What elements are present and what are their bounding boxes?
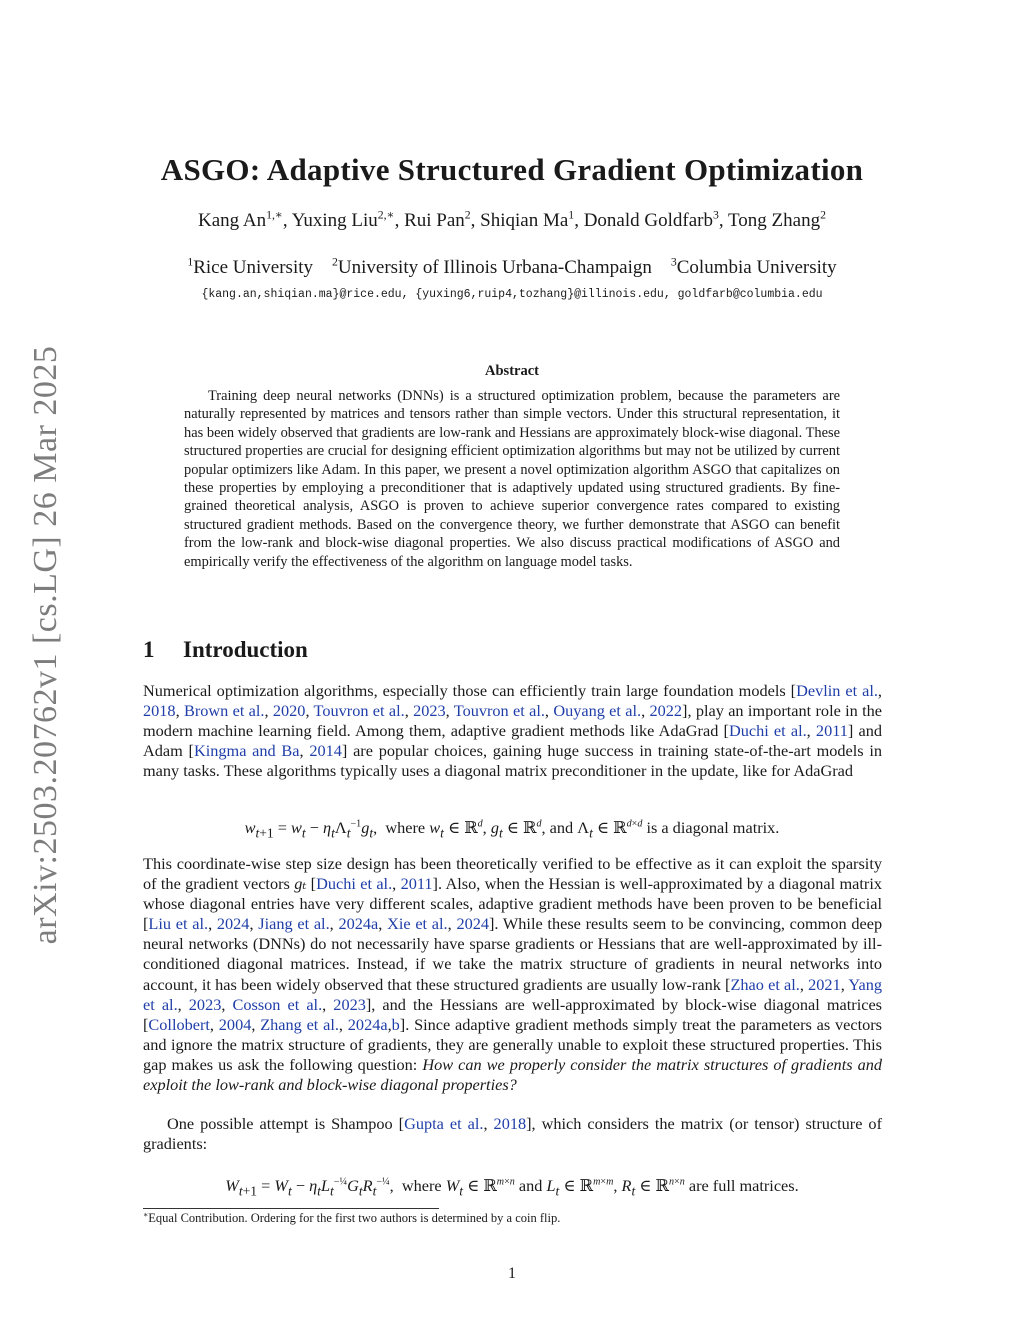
citation-link[interactable]: Touvron et al. bbox=[453, 701, 545, 721]
abstract-heading: Abstract bbox=[485, 363, 539, 379]
eq2-and-text: and bbox=[518, 1176, 543, 1195]
footnote bbox=[143, 1211, 560, 1226]
author-affiliation-mark: 2 bbox=[820, 208, 826, 222]
citation-link[interactable]: Kingma and Ba bbox=[193, 741, 300, 761]
citation-link[interactable]: 2004 bbox=[218, 1014, 252, 1034]
citation-link[interactable]: Liu et al. bbox=[148, 914, 209, 934]
citation-link[interactable]: Xie et al. bbox=[387, 914, 448, 934]
citation-link[interactable]: 2024a bbox=[338, 914, 379, 934]
footnote-text: Equal Contribution. Ordering for the first two authors is determined by a coin flip. bbox=[148, 1211, 561, 1225]
citation-link[interactable]: Jiang et al. bbox=[258, 914, 330, 934]
citation-link[interactable]: 2018 bbox=[493, 1114, 527, 1133]
author-affiliation-mark: 2 bbox=[464, 208, 471, 222]
author-name: Tong Zhang bbox=[728, 210, 821, 231]
intro-paragraph-1: Numerical optimization algorithms, especially those can efficiently train large foundation models [Devlin et al., 2018, Brown et al., 2020, Touvron et al., 2023, Touvron et al., Ouyang et al., 2022], play an important role in the modern machine learning field. Among them, adaptive gradient methods like AdaGrad [Duchi et al., 2011] and Adam [Kingma and Ba, 2014] are popular choices, gaining huge success in training state-of-the-art models in many tasks. These algorithms typically uses a diagonal matrix preconditioner in the update, like for AdaGrad bbox=[143, 681, 883, 781]
section-title: Introduction bbox=[183, 637, 308, 662]
author-name: Shiqian Ma bbox=[480, 210, 569, 231]
footnote-divider bbox=[143, 1208, 439, 1209]
author-name: Rui Pan bbox=[404, 210, 465, 231]
affiliation-number: 2 bbox=[332, 255, 338, 269]
emphasis-text: How can we properly consider the matrix structures of gradients and exploit the low-rank and block-wise diagonal properties? bbox=[143, 1054, 883, 1095]
citation-link[interactable]: 2011 bbox=[815, 721, 848, 741]
citation-link[interactable]: 2023 bbox=[413, 701, 446, 721]
author-affiliation-mark: 2,∗ bbox=[377, 208, 395, 222]
citation-link[interactable]: 2022 bbox=[649, 701, 683, 721]
citation-link[interactable]: Gupta et al. bbox=[404, 1114, 484, 1133]
author-name: Donald Goldfarb bbox=[583, 210, 713, 231]
footnote-mark: ∗ bbox=[143, 1209, 149, 1219]
author-affiliation-mark: 1 bbox=[568, 208, 575, 222]
citation-link[interactable]: 2024 bbox=[456, 914, 489, 934]
citation-link[interactable]: 2020 bbox=[272, 701, 306, 721]
affiliation-name: University of Illinois Urbana-Champaign bbox=[337, 257, 652, 278]
author-emails: {kang.an,shiqian.ma}@rice.edu, {yuxing6,ruip4,tozhang}@illinois.edu, goldfarb@columbia.edu bbox=[201, 288, 823, 301]
abstract-text: Training deep neural networks (DNNs) is a structured optimization problem, because the parameters are naturally represented by matrices and tensors rather than simple vectors. Under this structural representation, it has been widely observed that gradients are low-rank and Hessians are approximately block-wise diagonal. These structured properties are crucial for designing efficient optimization algorithms but may not be utilized by current popular optimizers like Adam. In this paper, we present a novel optimization algorithm ASGO that capitalizes on these properties by employing a preconditioner that is adaptively updated using structured gradients. By fine-grained theoretical analysis, ASGO is proven to achieve superior convergence rates compared to existing structured gradient methods. Based on the convergence theory, we further demonstrate that ASGO can benefit from the low-rank and block-wise diagonal properties. We also discuss practical modifications of ASGO and empirically verify the effectiveness of the algorithm on language model tasks. bbox=[184, 388, 840, 570]
citation-link[interactable]: Zhang et al. bbox=[260, 1014, 339, 1034]
citation-link[interactable]: Touvron et al. bbox=[313, 701, 405, 721]
citation-link[interactable]: 2021 bbox=[808, 974, 841, 994]
emphasis-text: gₜ bbox=[294, 874, 307, 894]
citation-link[interactable]: b bbox=[391, 1014, 400, 1034]
arxiv-identifier-stamp: arXiv:2503.20762v1 [cs.LG] 26 Mar 2025 bbox=[27, 345, 64, 945]
intro-paragraph-2: This coordinate-wise step size design has been theoretically verified to be effective as it can exploit the sparsity of the gradient vectors gₜ [Duchi et al., 2011]. Also, when the Hessian is well-approximated by a diagonal matrix whose diagonal entries have very different scales, adaptive gradient methods have been proven to be beneficial [Liu et al., 2024, Jiang et al., 2024a, Xie et al., 2024]. While these results seem to be convincing, common deep neural networks (DNNs) do not necessarily have sparse gradients or Hessians that are well-approximated by ill-conditioned diagonal matrices. Instead, if we take the matrix structure of gradients in neural networks into account, it has been widely observed that these structured gradients are usually low-rank [Zhao et al., 2021, Yang et al., 2023, Cosson et al., 2023], and the Hessians are well-approximated by block-wise diagonal matrices [Collobert, 2004, Zhang et al., 2024a,b]. Since adaptive gradient methods simply treat the parameters as vectors and ignore the matrix structure of gradients, they are generally unable to exploit these structured properties. This gap makes us ask the following question: How can we properly consider the matrix structures of gradients and exploit the low-rank and block-wise diagonal properties? bbox=[143, 854, 883, 1095]
citation-link[interactable]: 2024 bbox=[216, 914, 250, 934]
citation-link[interactable]: Duchi et al. bbox=[728, 721, 807, 741]
affiliation-number: 1 bbox=[187, 255, 194, 269]
author-affiliation-mark: 3 bbox=[712, 208, 719, 222]
citation-link[interactable]: Collobert bbox=[148, 1014, 210, 1034]
intro-paragraph-3: One possible attempt is Shampoo [Gupta et al., 2018], which considers the matrix (or tensor) structure of gradients: bbox=[143, 1114, 882, 1154]
eq2-tail-text: are full matrices. bbox=[688, 1176, 799, 1195]
shampoo-update-equation: $W_{t+1} = W_t - \eta_tL_t^{-\frac{1}{4}}G_tR_t^{-\frac{1}{4}}$, where $W_t$ ∈ ℝ$^{m\times n}$ and $L_t$ ∈ ℝ$^{m\times m}$, $R_t$ ∈ ℝ$^{n\times n}$ are full matrices. bbox=[225, 1176, 799, 1199]
citation-link[interactable]: Yang et al. bbox=[143, 974, 882, 1014]
citation-link[interactable]: Zhao et al. bbox=[730, 974, 800, 994]
eq1-tail-text: is a diagonal matrix. bbox=[646, 818, 780, 837]
affiliation-list bbox=[0, 257, 1024, 279]
adagrad-update-equation: $w_{t+1} = w_t - \eta_t\Lambda_t^{-1}g_t$, where $w_t$ ∈ ℝ$^d$, $g_t$ ∈ ℝ$^d$, and $\Lambda_t$ ∈ ℝ$^{d\times d}$ is a diagonal matrix. bbox=[244, 818, 780, 841]
page-number: 1 bbox=[508, 1265, 516, 1282]
citation-link[interactable]: 2018 bbox=[143, 701, 176, 721]
citation-link[interactable]: 2024a bbox=[347, 1014, 388, 1034]
affiliation-name: Columbia University bbox=[676, 257, 837, 278]
citation-link[interactable]: 2023 bbox=[188, 994, 222, 1014]
author-affiliation-mark: 1,∗ bbox=[266, 208, 283, 222]
citation-link[interactable]: 2011 bbox=[400, 874, 433, 894]
citation-link[interactable]: Cosson et al. bbox=[232, 994, 323, 1014]
author-name: Kang An bbox=[198, 210, 267, 231]
author-name: Yuxing Liu bbox=[291, 210, 378, 231]
affiliation-name: Rice University bbox=[193, 257, 313, 278]
citation-link[interactable]: 2014 bbox=[309, 741, 342, 761]
author-list: Kang $An^{1,∗}$, Yuxing Liu$^{2,∗}$, Rui Pan$^2$, Shiqian Ma$^1$, Donald Goldfarb$^3$, Tong Zhang$^2$ bbox=[198, 208, 826, 231]
citation-link[interactable]: Devlin et al. bbox=[796, 681, 878, 700]
section-number: 1 bbox=[143, 637, 155, 662]
citation-link[interactable]: Brown et al. bbox=[183, 701, 265, 721]
eq1-where-text: where bbox=[385, 818, 426, 837]
eq2-where-text: where bbox=[401, 1176, 442, 1195]
citation-link[interactable]: Ouyang et al. bbox=[553, 701, 642, 721]
section-heading-introduction bbox=[143, 637, 308, 663]
paper-title: ASGO: Adaptive Structured Gradient Optimization bbox=[160, 152, 864, 187]
citation-link[interactable]: 2023 bbox=[333, 994, 366, 1014]
eq1-and-text: and bbox=[549, 818, 574, 837]
citation-link[interactable]: Duchi et al. bbox=[316, 874, 393, 894]
affiliation-number: 3 bbox=[670, 255, 677, 269]
